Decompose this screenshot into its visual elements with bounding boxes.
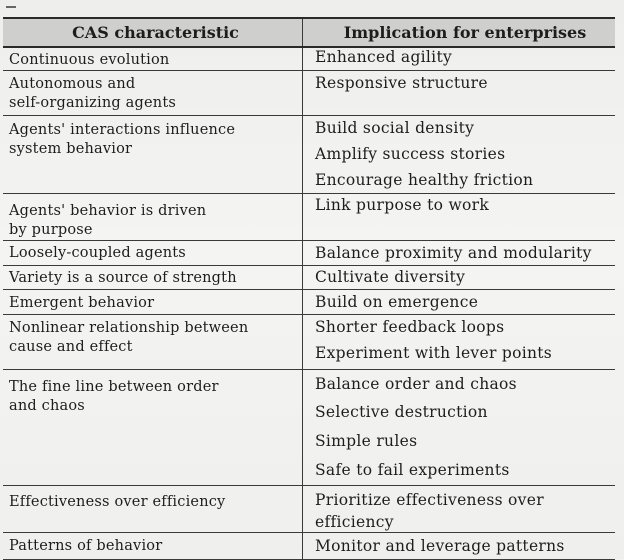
- characteristic-cell: [3, 315, 303, 370]
- characteristic-line: Agents' interactions influence: [9, 122, 236, 138]
- characteristic-cell: [3, 370, 303, 486]
- table-row: [3, 290, 615, 315]
- implication-line: Balance proximity and modularity: [315, 244, 592, 262]
- table-row: [3, 241, 615, 266]
- implication-cell: [303, 71, 616, 116]
- characteristic-line: by purpose: [9, 222, 93, 238]
- characteristic-line: Emergent behavior: [9, 295, 155, 311]
- table-row: [3, 486, 615, 533]
- characteristic-line: Effectiveness over efficiency: [9, 494, 226, 510]
- implication-cell: [303, 47, 616, 71]
- implication-line: Link purpose to work: [315, 196, 490, 214]
- table-row: [3, 194, 615, 241]
- characteristic-line: Continuous evolution: [9, 52, 170, 68]
- implication-line: efficiency: [315, 513, 394, 531]
- characteristic-line: Nonlinear relationship between: [9, 320, 249, 336]
- characteristic-cell: [3, 533, 303, 560]
- characteristic-line: self-organizing agents: [9, 95, 176, 111]
- implication-cell: [303, 370, 616, 486]
- implication-line: Enhanced agility: [315, 48, 453, 66]
- characteristic-cell: [3, 47, 303, 71]
- implication-line: Build on emergence: [315, 293, 479, 311]
- table-row: [3, 47, 615, 71]
- characteristic-cell: [3, 194, 303, 241]
- implication-line: Selective destruction: [315, 403, 488, 421]
- table-row: [3, 116, 615, 194]
- characteristic-cell: [3, 241, 303, 266]
- implication-line: Balance order and chaos: [315, 375, 517, 393]
- header-cas-characteristic: CAS characteristic: [3, 18, 303, 47]
- characteristic-line: The fine line between order: [9, 379, 219, 395]
- implication-line: Build social density: [315, 119, 475, 137]
- table-row: [3, 533, 615, 560]
- characteristic-line: and chaos: [9, 398, 85, 414]
- characteristic-cell: [3, 116, 303, 194]
- implication-line: Shorter feedback loops: [315, 318, 505, 336]
- characteristic-line: Agents' behavior is driven: [9, 203, 207, 219]
- table-header-row: [3, 18, 615, 47]
- characteristic-line: cause and effect: [9, 339, 133, 355]
- table-row: [3, 266, 615, 290]
- implication-line: Experiment with lever points: [315, 344, 553, 362]
- implication-line: Amplify success stories: [315, 145, 506, 163]
- characteristic-cell: [3, 486, 303, 533]
- implication-cell: [303, 194, 616, 241]
- table-row: [3, 370, 615, 486]
- implication-line: Prioritize effectiveness over: [315, 491, 544, 509]
- implication-cell: [303, 315, 616, 370]
- implication-cell: [303, 266, 616, 290]
- table-row: [3, 71, 615, 116]
- implication-line: Responsive structure: [315, 74, 488, 92]
- implication-line: Safe to fail experiments: [315, 461, 510, 479]
- implication-cell: [303, 241, 616, 266]
- implication-cell: [303, 533, 616, 560]
- implication-line: Cultivate diversity: [315, 268, 466, 286]
- header-implication: Implication for enterprises: [303, 18, 616, 47]
- page-edge-mark: [6, 0, 16, 8]
- implication-cell: [303, 116, 616, 194]
- implication-cell: [303, 486, 616, 533]
- implication-line: Encourage healthy friction: [315, 171, 534, 189]
- cas-implications-table: [3, 17, 615, 560]
- characteristic-line: Variety is a source of strength: [9, 270, 237, 286]
- characteristic-line: system behavior: [9, 141, 133, 157]
- characteristic-cell: [3, 71, 303, 116]
- characteristic-line: Patterns of behavior: [9, 538, 163, 554]
- implication-cell: [303, 290, 616, 315]
- characteristic-cell: [3, 266, 303, 290]
- table-row: [3, 315, 615, 370]
- implication-line: Monitor and leverage patterns: [315, 537, 565, 555]
- characteristic-line: Autonomous and: [9, 76, 136, 92]
- characteristic-line: Loosely-coupled agents: [9, 245, 186, 261]
- characteristic-cell: [3, 290, 303, 315]
- implication-line: Simple rules: [315, 432, 418, 450]
